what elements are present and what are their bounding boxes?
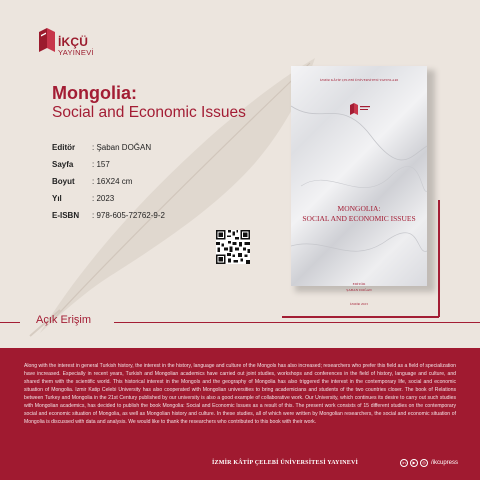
book-logo-icon	[36, 24, 58, 56]
book-cover	[291, 66, 427, 306]
meta-key: Yıl	[52, 194, 62, 203]
meta-row-editor	[52, 143, 252, 160]
book-title-line2: Social and Economic Issues	[52, 104, 246, 121]
meta-value: : 978-605-72762-9-2	[92, 211, 165, 220]
book-cover-editor-name: ŞABAN DOĞAN	[346, 288, 372, 292]
marble-texture	[291, 66, 427, 286]
meta-key: Boyut	[52, 177, 75, 186]
book-description: Along with the interest in general Turkish history, the interest in the history, language and culture of the Mongols has also increased; researchers who prefer this field as a field of specialization have increased. Especially in recent years, Turkish and Mongolian academics have carried out joint studies, workshops and conferences in the field of history, language and culture, and shared them with the scientific world. This historical interest in the Mongols and the geography of Mongolia has also triggered the interest in the contemporary life, social and economic situation of Mongolia. Izmir Katip Celebi University has also cooperated with Mongolian universities to bring academicians and students of the two countries closer. The book of Relations between Turkey and Mongolia in the 21st Century published by our university is also a good example of collaborative work. Our University, which continues its desire to carry out such studies with Mongolian academics, has decided to publish the book Mongolia: Social and Economic Issues as a result of this. The present work consists of 15 different studies on the contemporary social and economic situation of Mongolia, as well as Mongolian history and culture. In these studies, all of which were written by Mongolian researchers, the social and economic situation of Mongolia is discussed with data and analysis. We would like to thank the researchers who contributed to this book with their work.	[24, 363, 456, 426]
meta-key: Editör	[52, 143, 76, 152]
book-cover-place: İZMİR 2023	[350, 302, 368, 306]
youtube-icon[interactable]: ▶	[410, 459, 418, 467]
book-publisher-line: İZMİR KÂTİP ÇELEBİ ÜNİVERSİTESİ YAYINLARI	[319, 78, 399, 82]
meta-value: : 2023	[92, 194, 115, 203]
book-cover-editor-label: EDİTÖR	[352, 282, 366, 286]
divider-left	[0, 322, 20, 323]
publisher-subtitle: YAYINEVİ	[58, 48, 94, 57]
qr-code-icon[interactable]	[216, 230, 250, 264]
book-cover-title-line2: SOCIAL AND ECONOMIC ISSUES	[302, 214, 416, 223]
linkedin-icon[interactable]: in	[400, 459, 408, 467]
instagram-icon[interactable]: ◎	[420, 459, 428, 467]
description-panel	[0, 348, 480, 480]
meta-row-pages	[52, 160, 252, 177]
book-metadata	[52, 143, 252, 228]
footer-handle[interactable]: /ikcupress	[431, 460, 459, 466]
meta-row-isbn	[52, 211, 252, 228]
meta-value: : 157	[92, 160, 110, 169]
book-cover-title-line1: MONGOLIA:	[337, 204, 381, 213]
meta-key: E-ISBN	[52, 211, 80, 220]
meta-row-size	[52, 177, 252, 194]
book-title-line1: Mongolia:	[52, 83, 137, 103]
frame-line-vertical	[438, 200, 440, 317]
book-cover-logo-icon	[348, 102, 372, 116]
divider-right	[114, 322, 480, 323]
meta-row-year	[52, 194, 252, 211]
meta-value: : 16X24 cm	[92, 177, 133, 186]
open-access-label[interactable]: Açık Erişim	[36, 314, 91, 326]
publisher-logo	[36, 24, 126, 64]
publisher-name: İKÇÜ	[58, 35, 89, 49]
meta-value: : Şaban DOĞAN	[92, 143, 152, 152]
footer-university: İZMİR KÂTİP ÇELEBİ ÜNİVERSİTESİ YAYINEVİ	[212, 460, 359, 466]
meta-key: Sayfa	[52, 160, 74, 169]
frame-line-horizontal	[282, 316, 439, 318]
